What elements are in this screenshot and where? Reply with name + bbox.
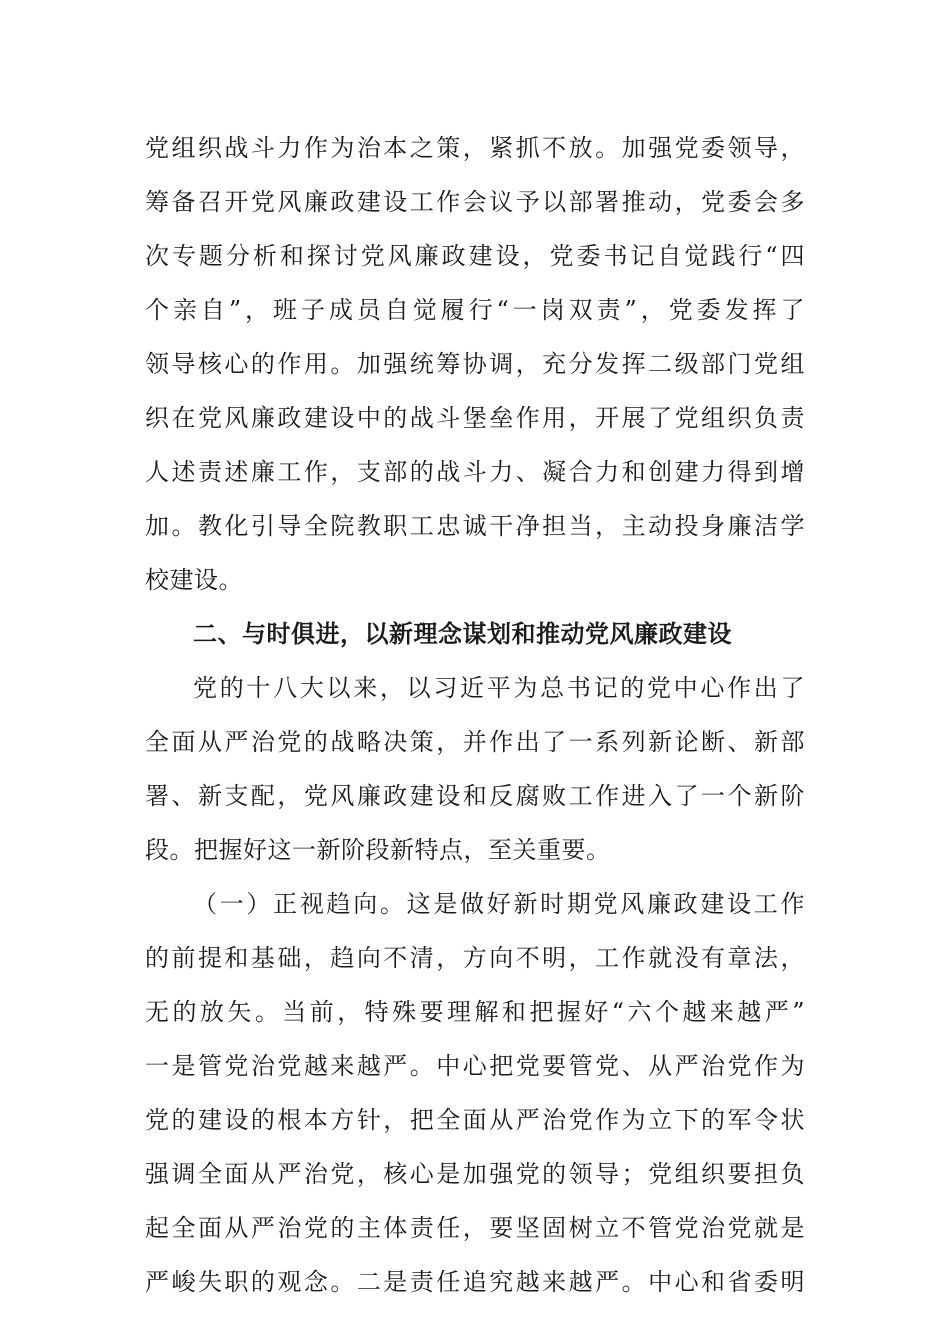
paragraph-line: 署、新支配，党风廉政建设和反腐败工作进入了一个新阶 (145, 782, 805, 810)
paragraph-line: 人述责述廉工作，支部的战斗力、凝合力和创建力得到增 (145, 458, 805, 486)
paragraph-line: 筹备召开党风廉政建设工作会议予以部署推动，党委会多 (145, 188, 805, 216)
paragraph-line: 领导核心的作用。加强统筹协调，充分发挥二级部门党组 (145, 350, 805, 378)
paragraph-line: 校建设。 (145, 566, 243, 594)
paragraph-line: 全面从严治党的战略决策，并作出了一系列新论断、新部 (145, 728, 805, 756)
paragraph-line: 无的放矢。当前，特殊要理解和把握好“六个越来越严” (145, 998, 805, 1026)
paragraph-line: 个亲自”，班子成员自觉履行“一岗双责”，党委发挥了 (145, 296, 805, 324)
paragraph-line: 一是管党治党越来越严。中心把党要管党、从严治党作为 (145, 1052, 805, 1080)
paragraph-line: 党组织战斗力作为治本之策，紧抓不放。加强党委领导， (145, 134, 805, 162)
paragraph-line: 严峻失职的观念。二是责任追究越来越严。中心和省委明 (145, 1268, 805, 1296)
paragraph-line: 强调全面从严治党，核心是加强党的领导；党组织要担负 (145, 1160, 805, 1188)
section-heading: 二、与时俱进，以新理念谋划和推动党风廉政建设 (193, 620, 732, 648)
paragraph-line: 织在党风廉政建设中的战斗堡垒作用，开展了党组织负责 (145, 404, 805, 432)
paragraph-line: （一）正视趋向。这是做好新时期党风廉政建设工作 (193, 890, 805, 918)
paragraph-line: 起全面从严治党的主体责任，要坚固树立不管党治党就是 (145, 1214, 805, 1242)
paragraph-line: 加。教化引导全院教职工忠诚干净担当，主动投身廉洁学 (145, 512, 805, 540)
paragraph-line: 的前提和基础，趋向不清，方向不明，工作就没有章法， (145, 944, 805, 972)
paragraph-line: 段。把握好这一新阶段新特点，至关重要。 (145, 836, 611, 864)
paragraph-line: 次专题分析和探讨党风廉政建设，党委书记自觉践行“四 (145, 242, 805, 270)
paragraph-line: 党的十八大以来，以习近平为总书记的党中心作出了 (193, 674, 805, 702)
paragraph-line: 党的建设的根本方针，把全面从严治党作为立下的军令状 (145, 1106, 805, 1134)
